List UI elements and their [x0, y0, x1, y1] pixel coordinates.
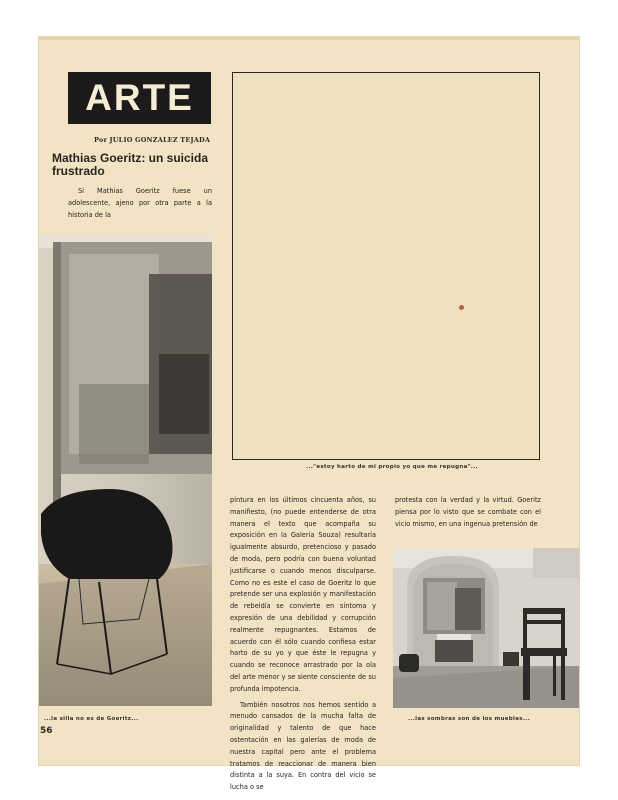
- chair-photo-image: [39, 234, 212, 706]
- chair-photo: [39, 234, 212, 706]
- page-number: 56: [40, 726, 53, 736]
- column-2-paragraph-2: También nosotros nos hemos sentido a menudo cansados de la mucha falta de originalidad y talento de que hace ostentación en las galerías de moda de nuestra capital pero ante el problema tratamos de reaccionar de manera bien distinta a la suya. En contra del vicio se lucha o se: [230, 700, 376, 792]
- paint-spot: [459, 305, 464, 310]
- headline-line-1: Mathias Goeritz: un suicida: [52, 151, 209, 165]
- room-photo-image: [393, 548, 579, 708]
- section-title: ARTE: [68, 72, 211, 124]
- main-image-caption: ..."estoy harto de mi propio yo que me repugna"...: [306, 464, 478, 470]
- column-2-paragraph-1: pintura en los últimos cincuenta años, su manifiesto, (no puede entenderse de otra manera el texto que acompaña su exposición en la Galería Souza) resultaría igualmente absurdo, pretencioso y pasado de moda, pero podría con buena voluntad justificarse o cuando menos disculparse. Como no es este el caso de Goeritz lo que pretende ser una explosión y manifestación de rebeldía se convierte en síntoma y expresión de una debilidad y corrupción realmente repugnantes. Estamos de acuerdo con él sólo cuando confiesa estar harto de su yo y que éste le repugna y cuando se reconoce arrastrado por la ola del arte menor y se siente consciente de su profunda impotencia.: [230, 496, 376, 693]
- left-image-caption: ...la silla no es de Goeritz...: [44, 716, 139, 722]
- room-photo: [393, 548, 579, 708]
- article-column-2: [230, 495, 376, 794]
- article-headline: [52, 152, 212, 178]
- headline-line-2: frustrado: [52, 164, 105, 178]
- byline: Por JULIO GONZALEZ TEJADA: [94, 136, 211, 144]
- main-artwork-frame: [232, 72, 540, 460]
- intro-paragraph: Si Mathias Goeritz fuese un adolescente, ajeno por otra parte a la historia de la: [68, 187, 212, 219]
- right-image-caption: ...las sombras son de los muebles...: [408, 716, 530, 722]
- magazine-page: [38, 36, 580, 792]
- article-column-3: protesta con la verdad y la virtud. Goeritz piensa por lo visto que se combate con el vicio mismo, en una ingenua pretensión de: [395, 496, 541, 528]
